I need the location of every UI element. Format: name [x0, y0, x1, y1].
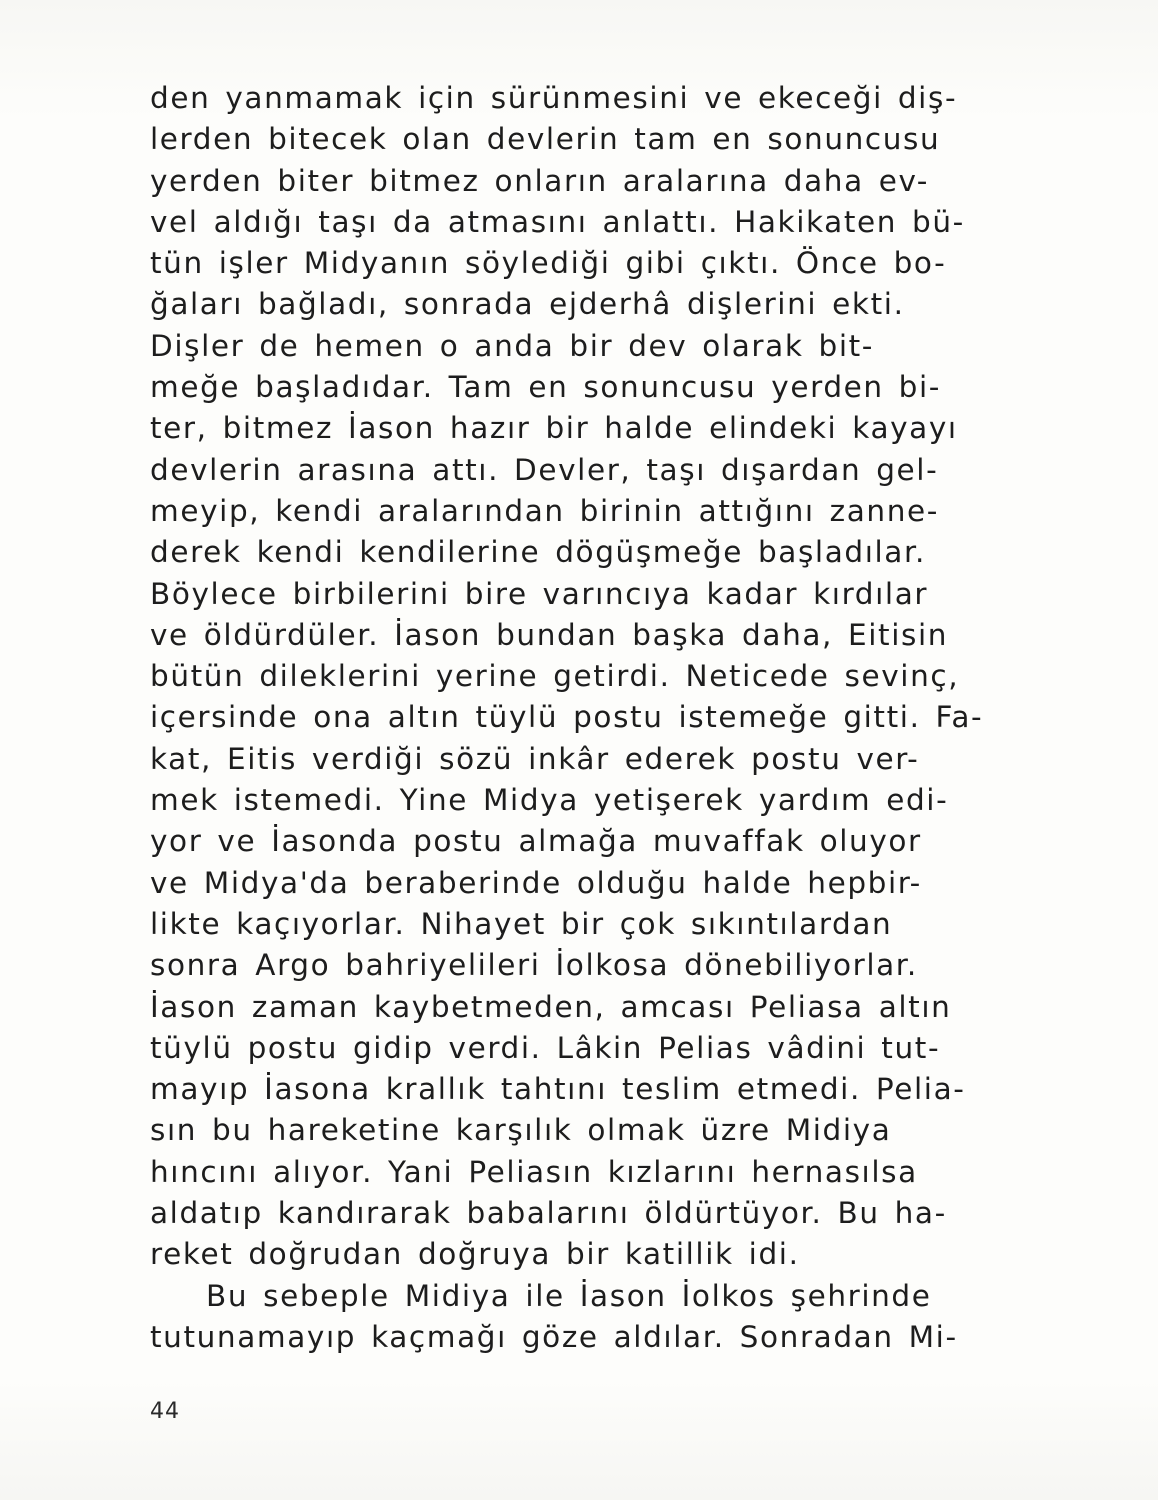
text-line: mayıp İasona krallık tahtını teslim etmedi. Pelia-: [150, 1072, 966, 1107]
text-line: yerden biter bitmez onların aralarına daha ev-: [150, 163, 930, 198]
text-line: aldatıp kandırarak babalarını öldürtüyor. Bu ha-: [150, 1196, 947, 1231]
paragraph-start-line: Bu sebeple Midiya ile İason İolkos şehrinde: [206, 1278, 932, 1313]
page-number: 44: [150, 1399, 180, 1424]
text-line: den yanmamak için sürünmesini ve ekeceği diş-: [150, 81, 958, 115]
text-line: tün işler Midyanın söylediği gibi çıktı. Önce bo-: [150, 246, 947, 281]
text-line: içersinde ona altın tüylü postu istemeğe gitti. Fa-: [150, 700, 984, 735]
text-line: tüylü postu gidip verdi. Lâkin Pelias vâdini tut-: [150, 1030, 941, 1065]
text-line: lerden bitecek olan devlerin tam en sonuncusu: [150, 122, 941, 157]
text-line: hıncını alıyor. Yani Peliasın kızlarını hernasılsa: [150, 1154, 918, 1189]
text-line: vel aldığı taşı da atmasını anlattı. Hakikaten bü-: [150, 204, 965, 239]
text-line: Dişler de hemen o anda bir dev olarak bit-: [150, 328, 875, 363]
text-line: meyip, kendi aralarından birinin attığını zanne-: [150, 493, 940, 528]
text-line: devlerin arasına attı. Devler, taşı dışardan gel-: [150, 452, 939, 487]
text-line: ve Midya'da beraberinde olduğu halde hepbir-: [150, 865, 922, 900]
text-line: kat, Eitis verdiği sözü inkâr ederek postu ver-: [150, 741, 920, 776]
text-line: bütün dileklerini yerine getirdi. Neticede sevinç,: [150, 659, 960, 694]
text-line: Böylece birbilerini bire varıncıya kadar kırdılar: [150, 576, 929, 611]
text-line: sın bu hareketine karşılık olmak üzre Midiya: [150, 1113, 892, 1148]
text-line: ve öldürdüler. İason bundan başka daha, Eitisin: [150, 617, 949, 652]
text-line: ter, bitmez İason hazır bir halde elindeki kayayı: [150, 411, 958, 446]
text-line: meğe başladıdar. Tam en sonuncusu yerden bi-: [150, 370, 942, 405]
text-line: tutunamayıp kaçmağı göze aldılar. Sonradan Mi-: [150, 1319, 958, 1354]
body-text: [150, 78, 1010, 1358]
text-line: İason zaman kaybetmeden, amcası Peliasa altın: [150, 989, 952, 1024]
text-line: ğaları bağladı, sonrada ejderhâ dişlerini ekti.: [150, 287, 905, 322]
text-line: likte kaçıyorlar. Nihayet bir çok sıkıntılardan: [150, 906, 893, 941]
text-line: reket doğrudan doğruya bir katillik idi.: [150, 1237, 800, 1272]
text-line: derek kendi kendilerine dögüşmeğe başladılar.: [150, 535, 926, 570]
text-line: sonra Argo bahriyelileri İolkosa dönebiliyorlar.: [150, 948, 918, 983]
text-line: yor ve İasonda postu almağa muvaffak oluyor: [150, 824, 922, 859]
text-line: mek istemedi. Yine Midya yetişerek yardım edi-: [150, 783, 949, 818]
